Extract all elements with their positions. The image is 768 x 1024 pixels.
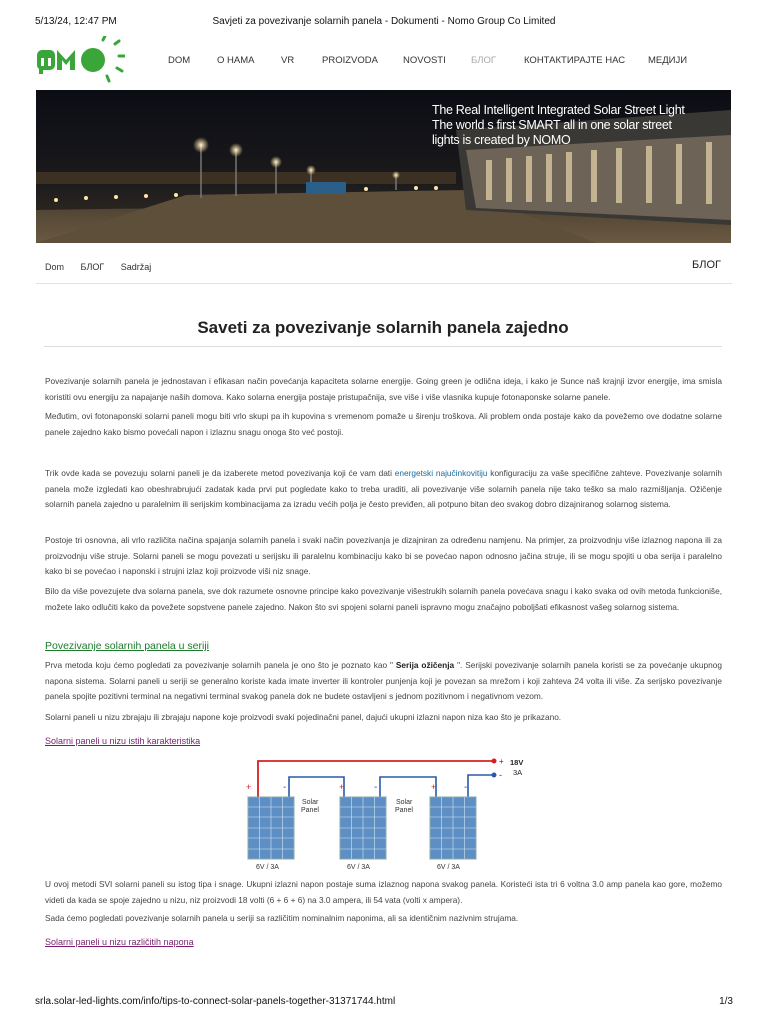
breadcrumb-item-blog[interactable]: БЛОГ — [80, 262, 105, 272]
solar-panel-2 — [340, 797, 386, 859]
logo-sun-icon — [35, 36, 125, 84]
output-current-label: 3A — [513, 768, 523, 777]
paragraph-5 — [45, 584, 722, 615]
nav-item-blog[interactable]: БЛОГ — [471, 55, 497, 66]
breadcrumb-item-dom[interactable]: Dom — [45, 262, 65, 272]
paragraph-2 — [45, 409, 722, 440]
hero-banner — [36, 90, 731, 243]
nav-item-novosti[interactable]: NOVOSTI — [403, 55, 446, 66]
breadcrumb-item-sadrzaj[interactable]: Sadržaj — [120, 262, 152, 272]
output-voltage-label: 18V — [510, 758, 524, 767]
panel-2-rating: 6V / 3A — [347, 864, 370, 871]
paragraph-6-text-a: Prva metoda koju ćemo pogledati za povezivanje solarnih panela je ono što je poznato kao " — [45, 660, 396, 670]
section-heading-series[interactable]: Povezivanje solarnih panela u seriji — [45, 640, 210, 652]
series-wiring-term: Serija ožičenja — [395, 660, 455, 670]
paragraph-1-text: Povezivanje solarnih panela je jednostavan i efikasan način povećanja kapaciteta solarne energije. Going green je odlična ideja, i kako je Sunce naš krajnji izvor energije, ima smisla koristiti ovu energiju za napajanje naših domova. Kako solarna energija postaje pristupačnija, sve više i više vlasnika kupuje fotonaponske solarne panele. — [45, 376, 722, 402]
energy-efficient-link[interactable]: energetski najučinkovitiju — [394, 468, 488, 478]
print-page-number: 1/3 — [719, 996, 733, 1007]
panel-3-rating: 6V / 3A — [437, 864, 460, 871]
paragraph-8-text: U ovoj metodi SVI solarni paneli su istog tipa i snage. Ukupni izlazni napon postaje suma izlaznog napona svakog panela. Koristeći ista tri 6 voltna 3.0 amp panela kao gore, možemo videti da kada se spoje zajedno u nizu, niz proizvodi 18 volti (6 + 6 + 6) na 3.0 ampera, ili 54 vata (volti x ampera). — [45, 879, 722, 905]
print-footer — [35, 996, 733, 1010]
nav-item-vr[interactable]: VR — [281, 55, 295, 66]
article-title: Saveti za povezivanje solarnih panela zajedno — [197, 318, 569, 337]
panel-1-minus: - — [283, 782, 287, 793]
paragraph-6-text-b: ". Serijski povezivanje solarnih panela koristi se za povećanje ukupnog napona sistema. Solarni paneli u seriji se generalno koriste kada imate inverter ili kontroler punjenja koji je povezan sa mrežom i koji zahteva 24 volta ili više. Za serijsko povezivanje panela spojite pozitivni terminal na negativni terminal svakog panela dok ne budete ostavljeni s jednom pozitivnom i negativnom vezom. — [45, 660, 722, 701]
main-nav — [155, 55, 698, 69]
breadcrumb — [45, 262, 165, 272]
paragraph-3-text-a: Trik ovde kada se povezuju solarni paneli je da izaberete metod povezivanja koji će vam dati — [45, 468, 395, 478]
panel-2-plus: + — [339, 782, 345, 792]
nav-item-dom[interactable]: DOM — [168, 55, 191, 66]
panel-3-minus: - — [464, 782, 468, 793]
panel-label-2: Panel — [395, 807, 413, 814]
paragraph-1 — [45, 374, 722, 405]
solar-label-2: Solar — [396, 799, 413, 806]
nav-item-proizvoda[interactable]: PROIZVODA — [322, 55, 378, 66]
figure-link-same-panels[interactable]: Solarni paneli u nizu istih karakteristika — [45, 736, 201, 746]
solar-label-1: Solar — [302, 799, 319, 806]
output-minus-sign: - — [499, 770, 502, 780]
paragraph-3-text-b: konfiguraciju za vaše specifične zahteve. Povezivanje solarnih panela može izgledati kao obeshrabrujući zadatak kada prvi put pogledate kako to treba uraditi, ali povezivanje više solarnih panela nije tako teško sa malo razmišljanja. Ožičenje solarnih panela zajedno u paralelnim ili serijskim kombinacijama za izradu većih polja je često previđen, ali potpuno bitan deo svakog dobro dizajniranog solarnog sistema. — [45, 468, 722, 509]
print-url: srla.solar-led-lights.com/info/tips-to-connect-solar-panels-together-31371744.html — [35, 996, 396, 1007]
print-date: 5/13/24, 12:47 PM — [35, 16, 117, 27]
nav-item-mediji[interactable]: МЕДИЈИ — [648, 55, 688, 66]
paragraph-6 — [45, 658, 722, 705]
paragraph-8 — [45, 877, 722, 908]
paragraph-2-text: Međutim, ovi fotonaponski solarni paneli mogu biti vrlo skupi pa ih kupovina s vremenom pomaže u širenju troškova. Ali problem onda postaje kako da povežemo ove dodatne solarne panele zajedno kako bismo povećali napon i izlaznu snagu onoga što već postoji. — [45, 411, 722, 437]
figure-link-different-voltage[interactable]: Solarni paneli u nizu različitih napona — [45, 937, 194, 947]
panel-1-plus: + — [246, 782, 252, 792]
paragraph-4 — [45, 533, 722, 580]
paragraph-9 — [45, 911, 722, 927]
nav-item-kontakt[interactable]: КОНТАКТИРАЈТЕ НАС — [524, 55, 626, 66]
divider — [36, 283, 732, 284]
panel-1-rating: 6V / 3A — [256, 864, 279, 871]
series-wiring-diagram — [236, 755, 536, 875]
paragraph-7-text: Solarni paneli u nizu zbrajaju ili zbrajaju napone koje proizvodi svaki pojedinačni panel, dajući ukupni izlazni napon niza kao što je prikazano. — [45, 712, 562, 722]
paragraph-7 — [45, 710, 722, 726]
solar-panel-1 — [248, 797, 294, 859]
paragraph-4-text: Postoje tri osnovna, ali vrlo različita načina spajanja solarnih panela i svaki način povezivanja je dizajniran za određenu namjenu. Na primjer, za proizvodnju više izlaznog napona ili za proizvodnju više struje. Solarni paneli se mogu povezati u serijsku ili paralelnu kombinaciju kako bi se povećao napon odnosno jačina struje, ili se mogu spojiti u oba serija i paralelno kako bi se povećao i naponski i strujni izlaz koji proizvode viši niz snage. — [45, 535, 722, 576]
paragraph-9-text: Sada ćemo pogledati povezivanje solarnih panela u seriji sa različitim nominalnim naponima, ali sa identičnim nazivnim strujama. — [45, 913, 519, 923]
banner-line-3: lights is created by NOMO — [432, 133, 571, 147]
banner-caption — [432, 103, 722, 148]
banner-line-2: The world s first SMART all in one solar street — [432, 118, 672, 132]
paragraph-3 — [45, 466, 722, 513]
banner-line-1: The Real Intelligent Integrated Solar Street Light — [432, 103, 685, 117]
print-title: Savjeti za povezivanje solarnih panela - Dokumenti - Nomo Group Co Limited — [212, 16, 556, 27]
panel-2-minus: - — [374, 782, 378, 793]
panel-3-plus: + — [431, 782, 437, 792]
panel-label-1: Panel — [301, 807, 319, 814]
section-label: БЛОГ — [692, 259, 721, 271]
title-divider — [44, 346, 722, 347]
solar-panel-3 — [430, 797, 476, 859]
output-plus-sign: + — [499, 757, 504, 766]
nav-item-o-hama[interactable]: O HAMA — [217, 55, 255, 66]
paragraph-5-text: Bilo da više povezujete dva solarna panela, sve dok razumete osnovne principe kako povezivanje višestrukih solarnih panela povećava snagu i kako svaka od ovih metoda funkcioniše, možete lako odlučiti kako da povežete sopstvene panele zajedno. Nakon što svi spojeni solarni paneli ispravno mogu značajno poboljšati efikasnost vašeg solarnog sistema. — [45, 586, 722, 612]
print-header — [35, 16, 733, 30]
brand-logo[interactable] — [35, 36, 125, 84]
